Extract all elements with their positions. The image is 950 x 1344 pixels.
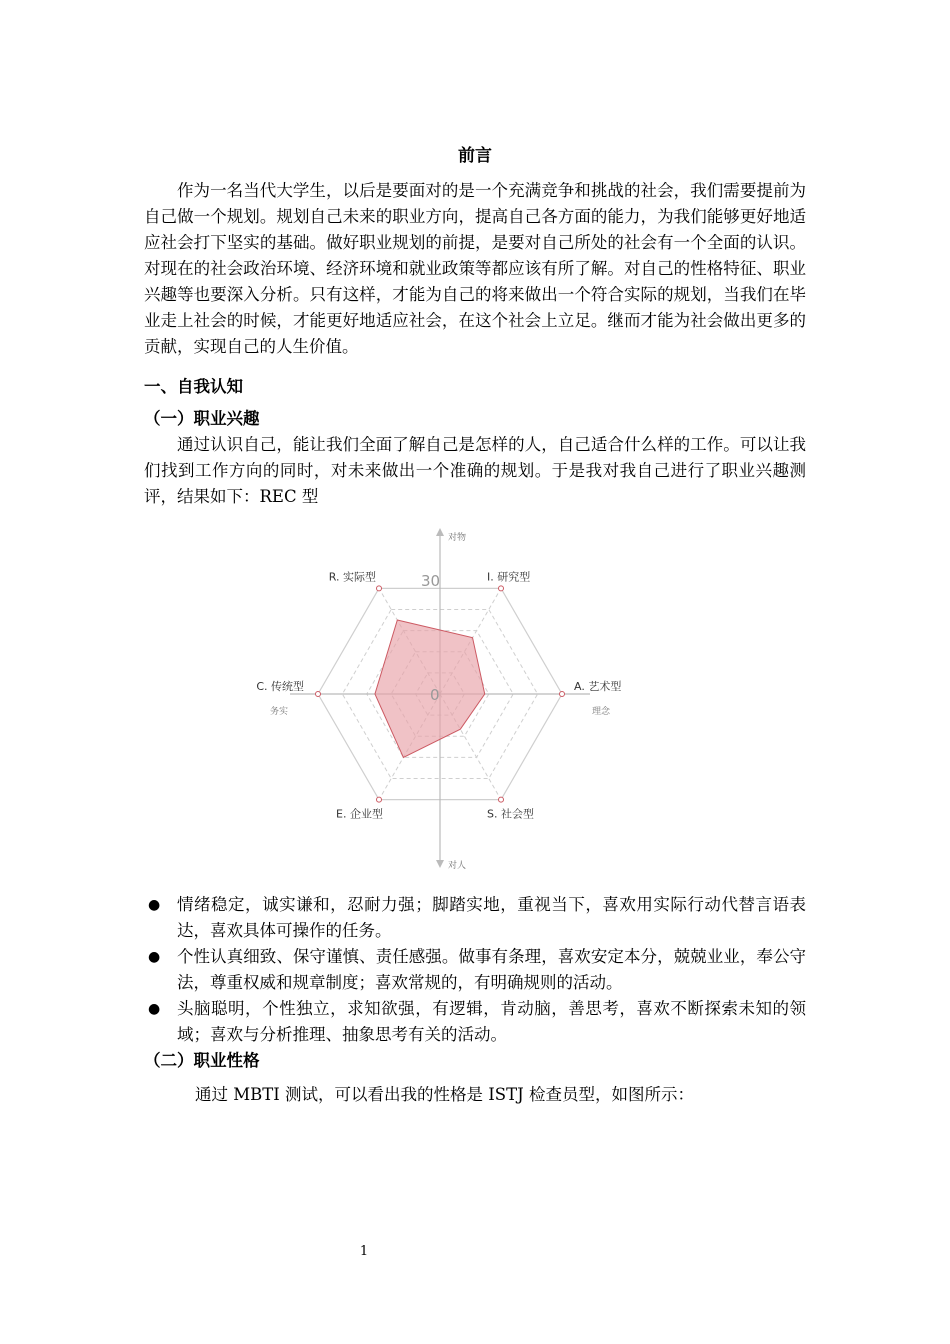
trait-list [144, 892, 806, 1048]
axis-label: S. 社会型 [487, 807, 534, 821]
radar-vertex-dot [560, 692, 565, 697]
page-title: 前言 [458, 146, 492, 166]
dimension-label-top: 对物 [448, 533, 467, 543]
bullet-icon: ● [148, 949, 161, 965]
bullet-icon: ● [148, 897, 161, 913]
tick-label-min: 0 [430, 686, 440, 704]
subsection-heading-personality: （二）职业性格 [144, 1051, 260, 1070]
radar-vertex-dot [377, 586, 382, 591]
intro-paragraph: 作为一名当代大学生，以后是要面对的是一个充满竞争和挑战的社会，我们需要提前为自己做一个规划。规划自己未来的职业方向，提高自己各方面的能力，为我们能够更好地适应社会打下坚实的基础。做好职业规划的前提，是要对自己所处的社会有一个全面的认识。对现在的社会政治环境、经济环境和就业政策等都应该有所了解。对自己的性格特征、职业兴趣等也要深入分析。只有这样，才能为自己的将来做出一个符合实际的规划，当我们在毕业走上社会的时候，才能更好地适应社会，在这个社会上立足。继而才能为社会做出更多的贡献，实现自己的人生价值。 [144, 181, 806, 356]
list-item [144, 892, 806, 944]
radar-chart-svg [240, 524, 640, 886]
axis-label: R. 实际型 [328, 570, 376, 584]
subsection-heading-interest: （一）职业兴趣 [144, 409, 260, 428]
list-item [144, 996, 806, 1048]
radar-vertex-dot [377, 797, 382, 802]
interest-paragraph: 通过认识自己，能让我们全面了解自己是怎样的人，自己适合什么样的工作。可以让我们找到工作方向的同时，对未来做出一个准确的规划。于是我对我自己进行了职业兴趣测评，结果如下：REC 型 [144, 435, 806, 506]
dimension-label-bottom: 对人 [448, 861, 467, 871]
radar-vertex-dot [499, 586, 504, 591]
axis-label: E. 企业型 [336, 807, 383, 821]
axis-label: C. 传统型 [256, 680, 304, 693]
list-item-text: 个性认真细致、保守谨慎、责任感强。做事有条理，喜欢安定本分，兢兢业业，奉公守法，尊重权威和规章制度；喜欢常规的，有明确规则的活动。 [177, 947, 806, 992]
axis-label: I. 研究型 [487, 570, 531, 584]
arrow-down-icon [436, 860, 444, 868]
bullet-icon: ● [148, 1001, 161, 1017]
radar-vertex-dot [499, 797, 504, 802]
radar-chart [144, 524, 806, 886]
radar-vertex-dot [316, 692, 321, 697]
document-content [144, 144, 806, 1108]
page-number: 1 [359, 1244, 369, 1259]
dimension-label-left: 务实 [269, 707, 288, 717]
axis-label: A. 艺术型 [574, 680, 622, 693]
list-item-text: 情绪稳定，诚实谦和，忍耐力强；脚踏实地，重视当下，喜欢用实际行动代替言语表达，喜欢具体可操作的任务。 [177, 895, 806, 940]
dimension-label-right: 理念 [592, 707, 611, 717]
section-heading-self-awareness: 一、自我认知 [144, 377, 243, 396]
list-item [144, 944, 806, 996]
arrow-up-icon [436, 528, 444, 536]
personality-paragraph: 通过 MBTI 测试，可以看出我的性格是 ISTJ 检查员型，如图所示： [195, 1085, 694, 1104]
list-item-text: 头脑聪明，个性独立，求知欲强，有逻辑，肯动脑，善思考，喜欢不断探索未知的领域；喜欢与分析推理、抽象思考有关的活动。 [177, 999, 806, 1044]
tick-label-max: 30 [421, 572, 441, 590]
